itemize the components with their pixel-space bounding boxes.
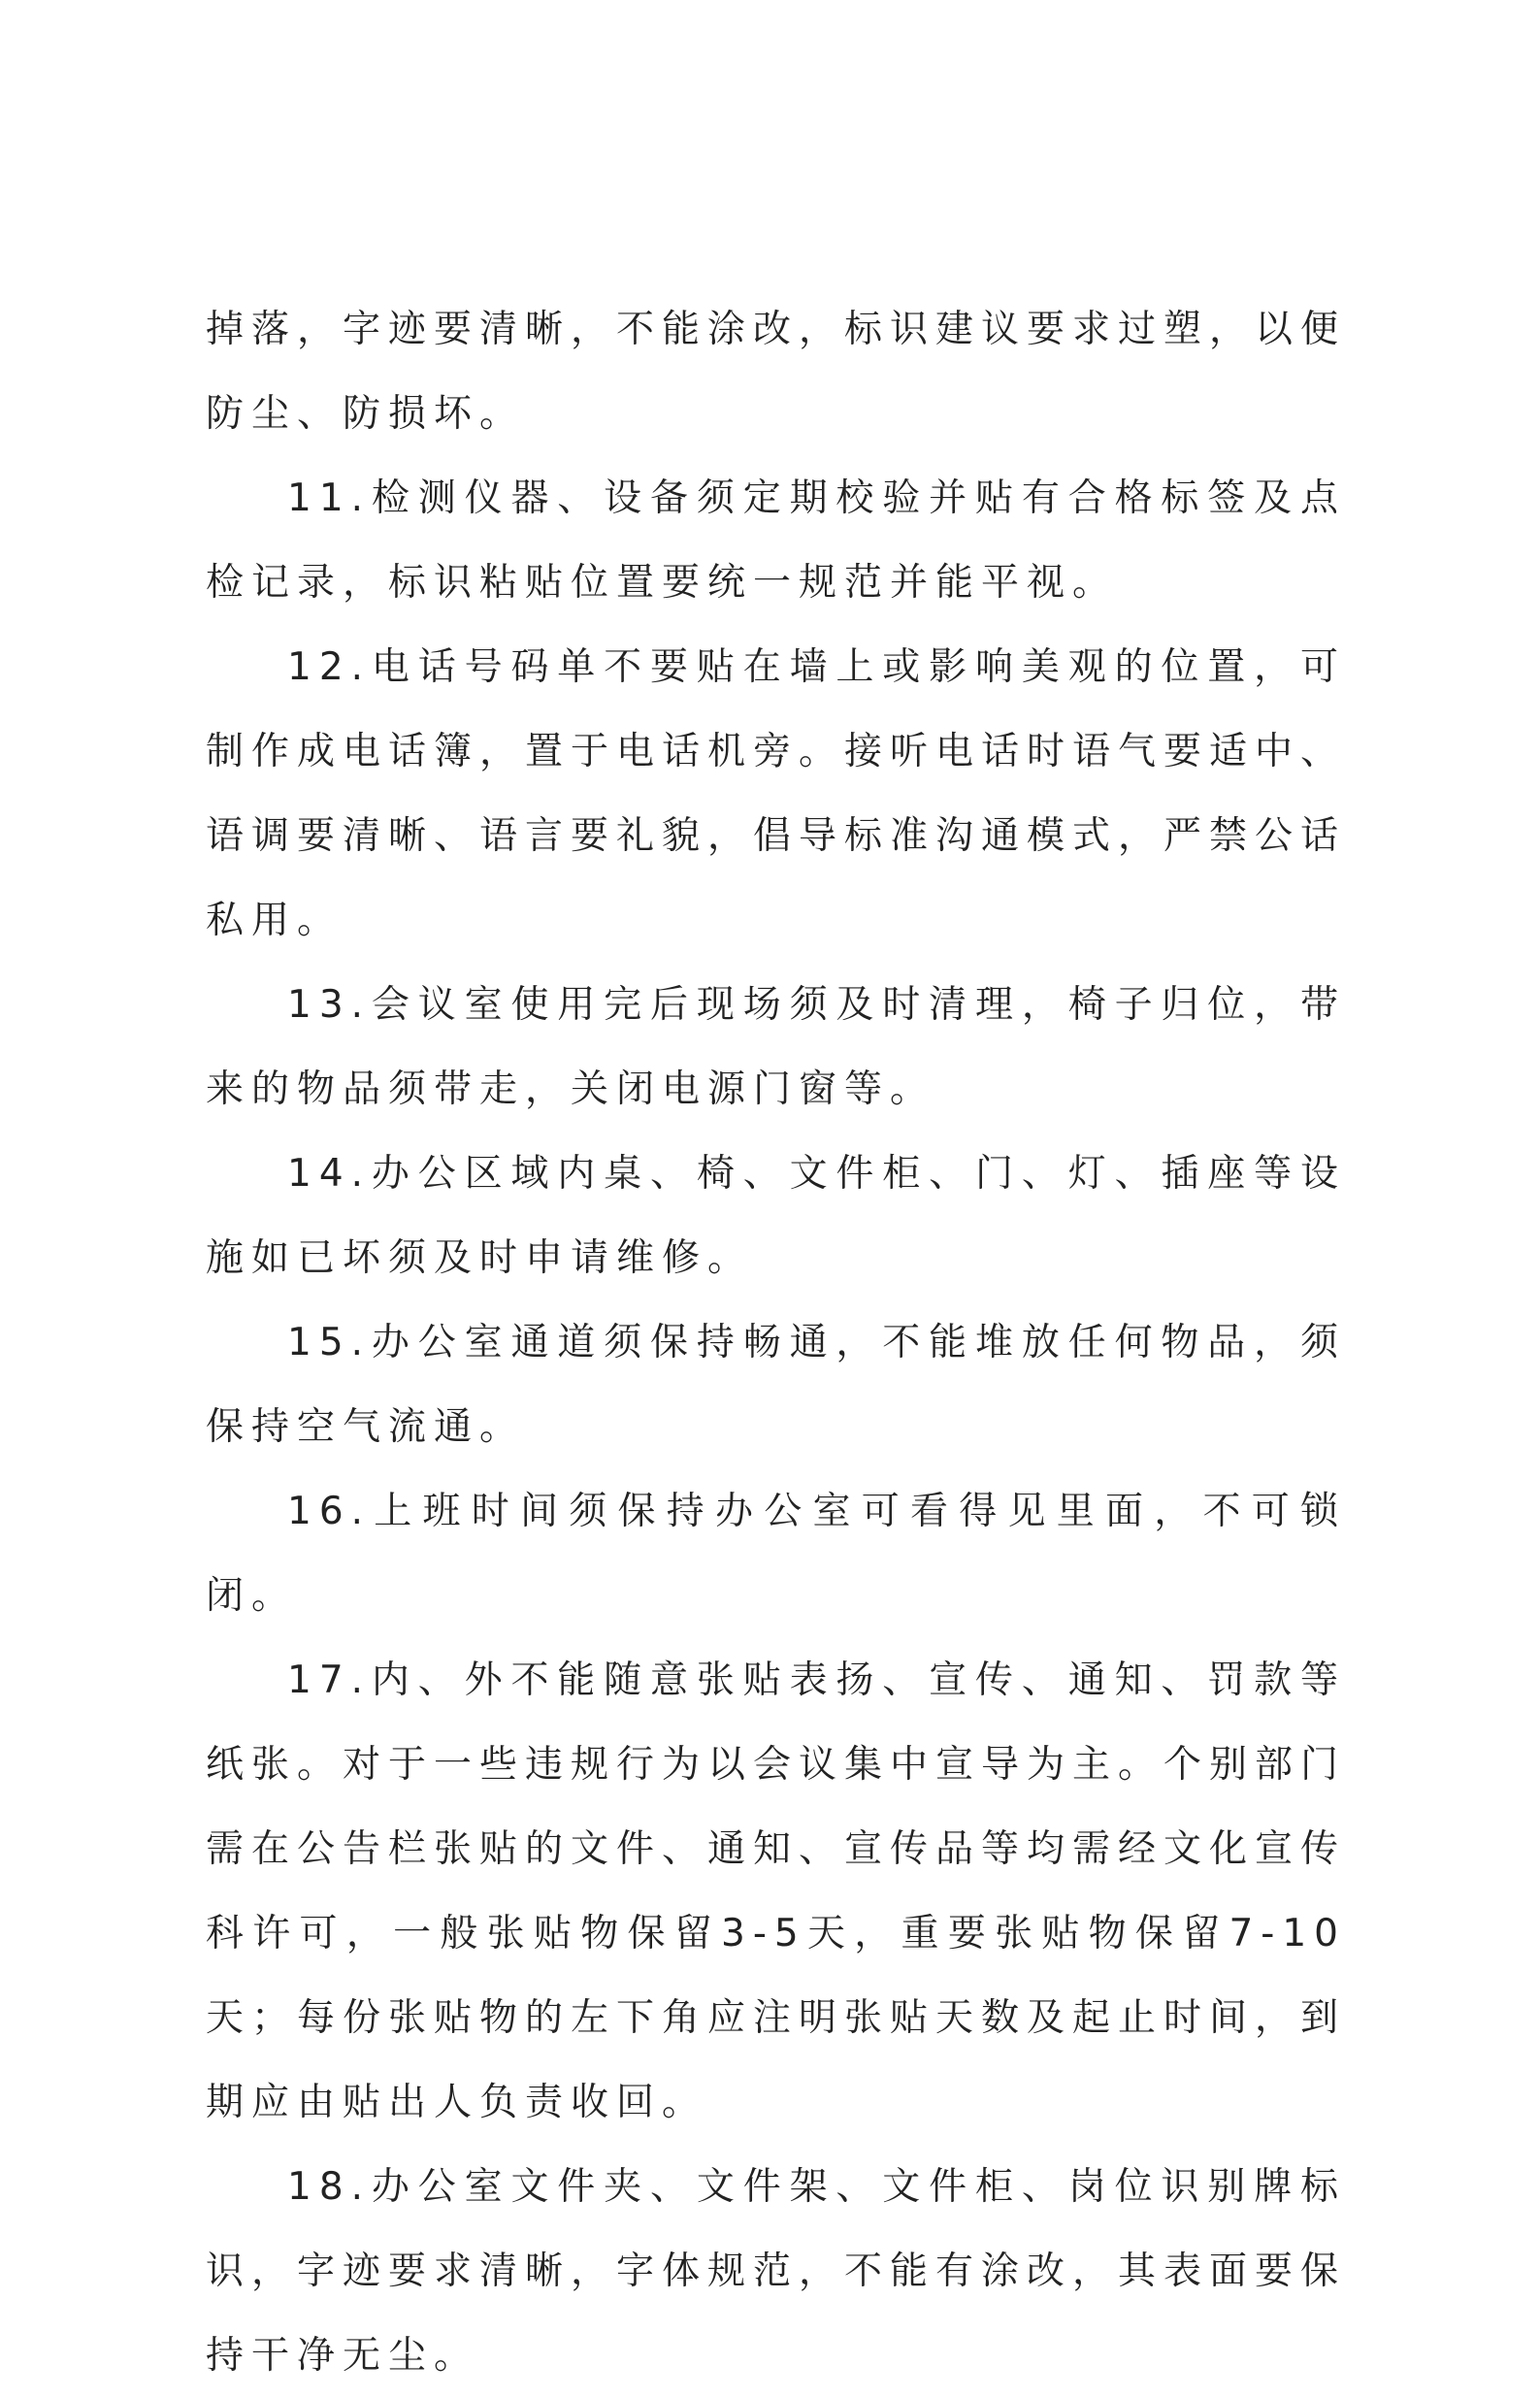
paragraph-item-17: 17.内、外不能随意张贴表扬、宣传、通知、罚款等纸张。对于一些违规行为以会议集中宣导为主。个别部门需在公告栏张贴的文件、通知、宣传品等均需经文化宣传科许可，一般张贴物保留3-5天，重要张贴物保留7-10天；每份张贴物的左下角应注明张贴天数及起止时间，到期应由贴出人负责收回。 xyxy=(206,1659,1347,2124)
paragraph-item-15: 15.办公室通道须保持畅通，不能堆放任何物品，须保持空气流通。 xyxy=(206,1321,1346,1449)
paragraph-item-16: 16.上班时间须保持办公室可看得见里面，不可锁闭。 xyxy=(206,1490,1346,1618)
paragraph-continuation: 掉落，字迹要清晰，不能涂改，标识建议要求过塑，以便防尘、防损坏。 xyxy=(206,308,1347,436)
paragraph-item-11: 11.检测仪器、设备须定期校验并贴有合格标签及点检记录，标识粘贴位置要统一规范并能平视。 xyxy=(206,476,1346,605)
paragraph-item-18: 18.办公室文件夹、文件架、文件柜、岗位识别牌标识，字迹要求清晰，字体规范，不能有涂改，其表面要保持干净无尘。 xyxy=(206,2165,1347,2378)
paragraph-item-12: 12.电话号码单不要贴在墙上或影响美观的位置，可制作成电话簿，置于电话机旁。接听电话时语气要适中、语调要清晰、语言要礼貌，倡导标准沟通模式，严禁公话私用。 xyxy=(206,645,1347,942)
paragraph-item-14: 14.办公区域内桌、椅、文件柜、门、灯、插座等设施如已坏须及时申请维修。 xyxy=(206,1152,1346,1280)
document-body xyxy=(206,287,1346,2398)
paragraph-item-13: 13.会议室使用完后现场须及时清理，椅子归位，带来的物品须带走，关闭电源门窗等。 xyxy=(206,983,1346,1111)
